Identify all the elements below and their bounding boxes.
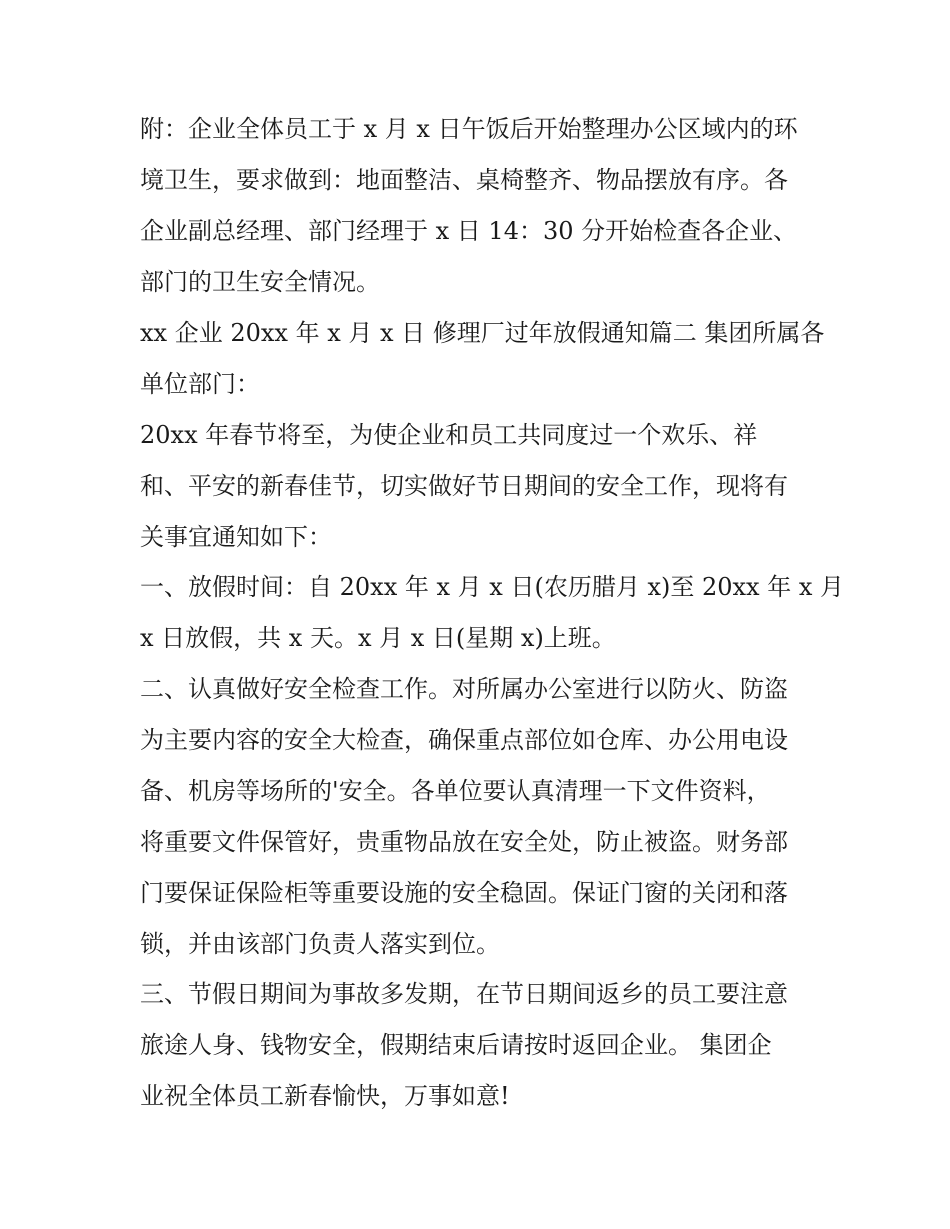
text-line: 部门的卫生安全情况。 xyxy=(140,268,380,296)
text-line: 关事宜通知如下： xyxy=(140,523,332,551)
text-line: 旅途人身、钱物安全，假期结束后请按时返回企业。 集团企 xyxy=(140,1031,772,1059)
text-line: 为主要内容的安全大检查，确保重点部位如仓库、办公用电设 xyxy=(140,726,788,754)
text-line: 企业副总经理、部门经理于 x 日 14：30 分开始检查各企业、 xyxy=(140,217,798,245)
text-line: 门要保证保险柜等重要设施的安全稳固。保证门窗的关闭和落 xyxy=(140,879,788,907)
text-line: 三、节假日期间为事故多发期，在节日期间返乡的员工要注意 xyxy=(140,980,788,1008)
text-line: 境卫生，要求做到：地面整洁、桌椅整齐、物品摆放有序。各 xyxy=(140,166,788,194)
text-line: 锁，并由该部门负责人落实到位。 xyxy=(140,930,500,958)
text-line: 一、放假时间：自 20xx 年 x 月 x 日(农历腊月 x)至 20xx 年 x 月 xyxy=(140,573,845,601)
text-line: x 日放假，共 x 天。x 月 x 日(星期 x)上班。 xyxy=(140,624,616,652)
text-line: 和、平安的新春佳节，切实做好节日期间的安全工作，现将有 xyxy=(140,472,788,500)
text-line: xx 企业 20xx 年 x 月 x 日 修理厂过年放假通知篇二 集团所属各 xyxy=(140,319,825,347)
text-line: 附：企业全体员工于 x 月 x 日午饭后开始整理办公区域内的环 xyxy=(140,115,798,143)
text-line: 业祝全体员工新春愉快，万事如意! xyxy=(140,1082,510,1110)
text-line: 20xx 年春节将至，为使企业和员工共同度过一个欢乐、祥 xyxy=(140,421,758,449)
text-line: 备、机房等场所的'安全。各单位要认真清理一下文件资料， xyxy=(140,777,771,805)
text-line: 单位部门： xyxy=(140,370,260,398)
text-line: 二、认真做好安全检查工作。对所属办公室进行以防火、防盗 xyxy=(140,675,788,703)
text-line: 将重要文件保管好，贵重物品放在安全处，防止被盗。财务部 xyxy=(140,828,788,856)
